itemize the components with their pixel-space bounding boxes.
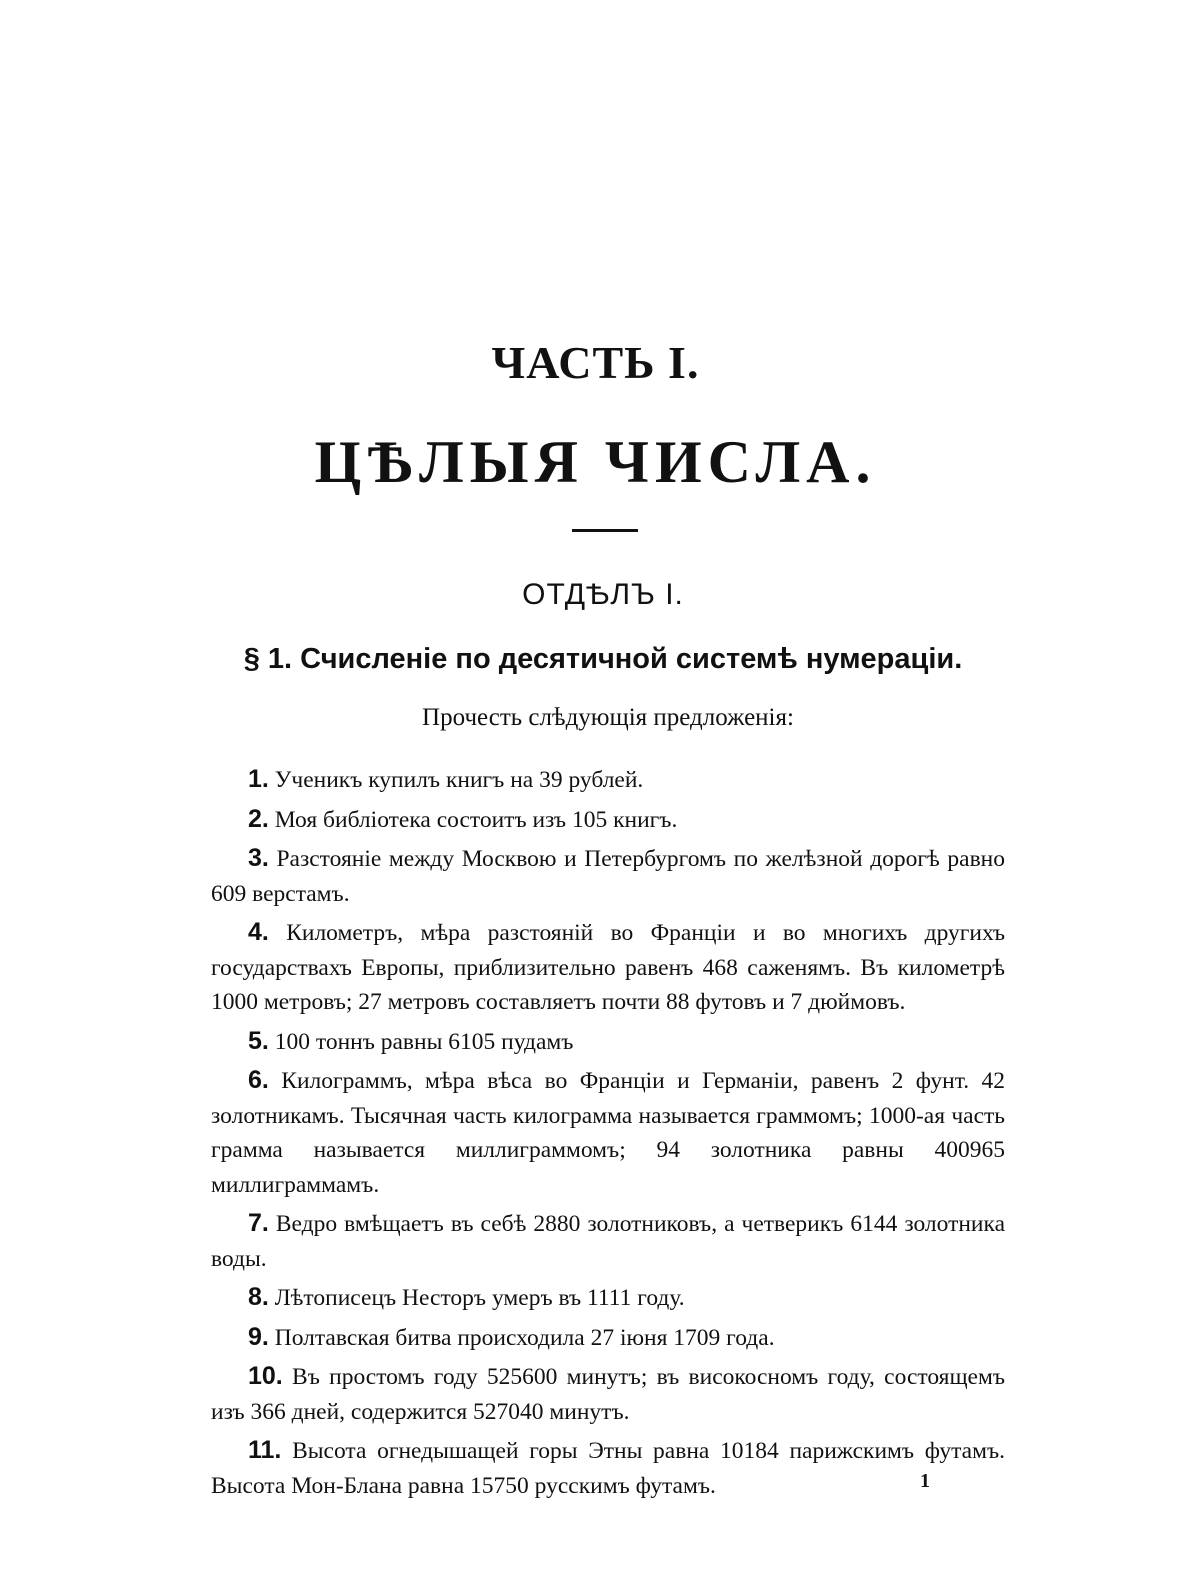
problem-number: 5. [248, 1026, 269, 1055]
problem-item [211, 841, 1005, 911]
problem-number: 4. [248, 918, 269, 946]
problem-item [211, 802, 1005, 838]
section-title: ОТДѢЛЪ I. [522, 578, 684, 611]
problem-text: Моя библіотека состоитъ изъ 105 книгъ. [274, 806, 678, 833]
problem-text: Разстояніе между Москвою и Петербургомъ по желѣзной дорогѣ равно 609 верстамъ. [211, 846, 1006, 907]
paragraph-title: § 1. Счисленіе по десятичной системѣ нумераціи. [243, 643, 963, 675]
part-title: ЧАСТЬ I. [491, 337, 700, 388]
problem-number: 9. [248, 1322, 269, 1351]
problem-number: 3. [248, 844, 269, 872]
problem-number: 7. [248, 1209, 269, 1237]
problem-item [211, 1433, 1005, 1503]
problem-text: Ведро вмѣщаетъ въ себѣ 2880 золотниковъ, а четверикъ 6144 золотника воды. [211, 1211, 1005, 1272]
title-divider [572, 529, 638, 532]
instruction-text: Прочесть слѣдующія предложенія: [422, 704, 794, 731]
problem-number: 10. [248, 1362, 283, 1390]
problem-number: 6. [248, 1066, 269, 1094]
problem-number: 2. [248, 804, 269, 833]
problem-number: 8. [248, 1283, 269, 1311]
problem-item [211, 1359, 1005, 1429]
problem-text: Въ простомъ году 525600 минутъ; въ високосномъ году, состоящемъ изъ 366 дней, содержится 527040 минутъ. [211, 1364, 1005, 1425]
problem-item [211, 1320, 1005, 1356]
problem-number: 11. [248, 1436, 282, 1464]
problem-text: Лѣтописецъ Несторъ умеръ въ 1111 году. [274, 1285, 685, 1311]
problem-text: Полтавская битва происходила 27 іюня 1709 года. [274, 1324, 775, 1351]
problem-list [211, 762, 1005, 1507]
problem-item [211, 762, 1005, 798]
problem-text: Высота огнедышащей горы Этны равна 10184 парижскимъ футамъ. Высота Мон-Блана равна 15750 русскимъ футамъ. [211, 1438, 1006, 1499]
problem-text: Километръ, мѣра разстояній во Франціи и во многихъ другихъ государствахъ Европы, приблизительно равенъ 468 саженямъ. Въ километрѣ 1000 метровъ; 27 метровъ составляетъ почти 88 футовъ и 7 дюймовъ. [211, 920, 1005, 1015]
main-title: ЦѢЛЫЯ ЧИСЛА. [314, 429, 877, 495]
problem-number: 1. [248, 765, 269, 793]
page-number: 1 [920, 1470, 930, 1492]
problem-item [211, 1063, 1005, 1202]
problem-text: Ученикъ купилъ книгъ на 39 рублей. [274, 767, 644, 793]
problem-text: 100 тоннъ равны 6105 пудамъ [274, 1028, 574, 1055]
problem-item [211, 915, 1005, 1020]
problem-item [211, 1024, 1005, 1060]
problem-item [211, 1280, 1005, 1316]
problem-item [211, 1206, 1005, 1276]
problem-text: Килограммъ, мѣра вѣса во Франціи и Германіи, равенъ 2 фунт. 42 золотникамъ. Тысячная часть килограмма называется граммомъ; 1000-ая часть грамма называется миллиграммомъ; 94 золотника равны 400965 миллиграммамъ. [211, 1068, 1006, 1198]
